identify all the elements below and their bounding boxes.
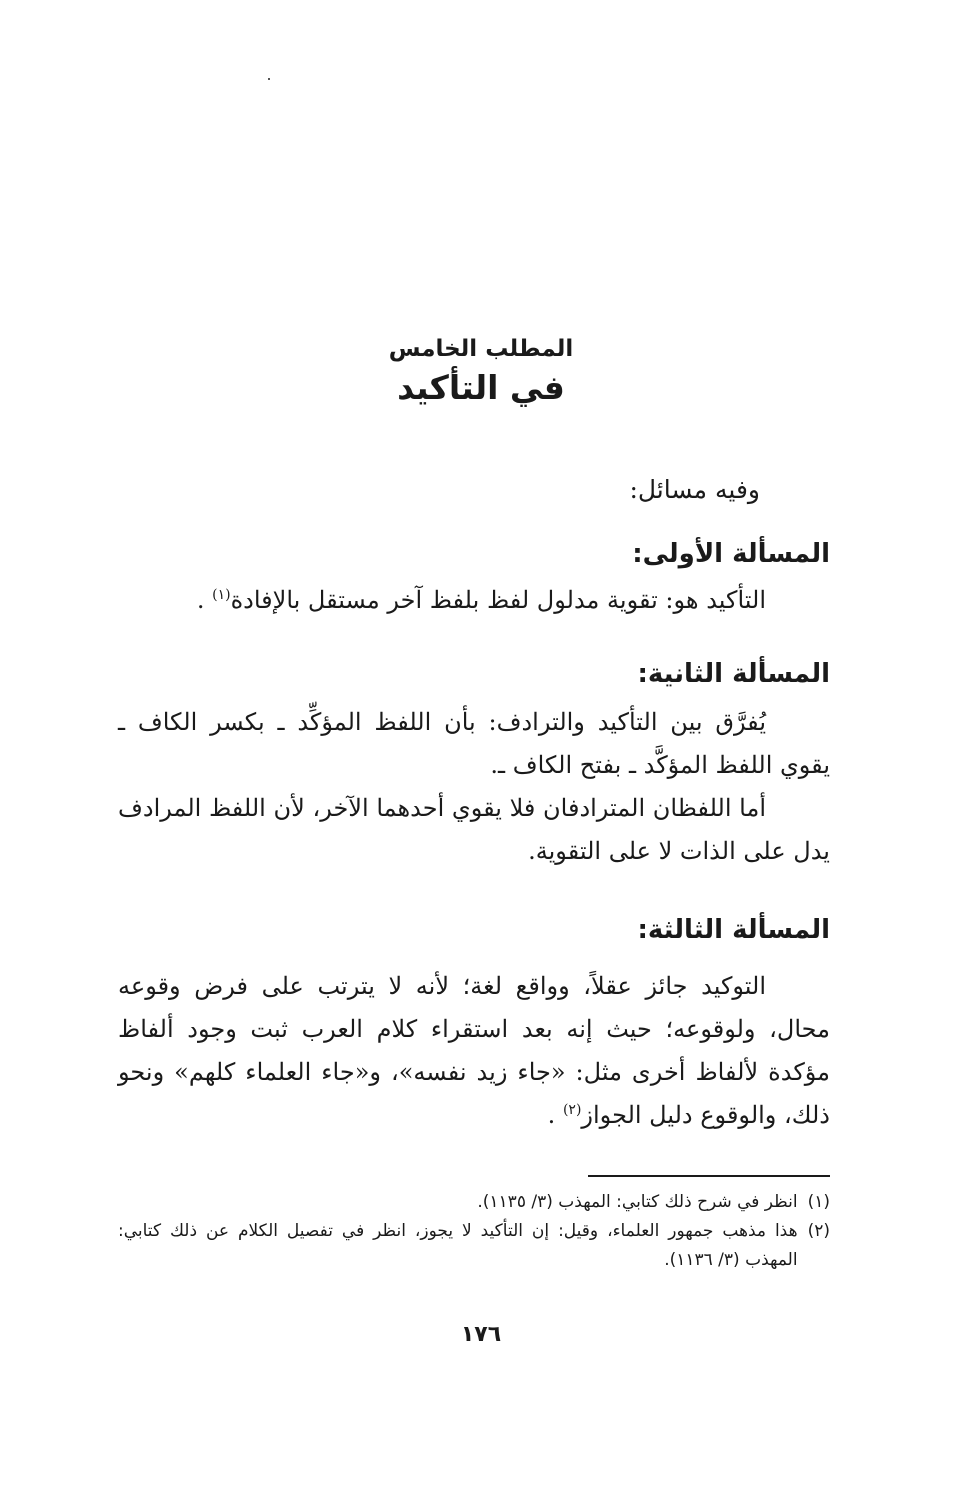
issue-heading: المسألة الثالثة: <box>637 915 830 945</box>
issue-paragraph: التوكيد جائز عقلاً، وواقع لغة؛ لأنه لا يترتب على فرض وقوعه محال، ولوقوعه؛ حيث إنه بعد استقراء كلام العرب ثبت وجود ألفاظ مؤكدة لألفاظ أخرى مثل: «جاء زيد نفسه»، و«جاء العلماء كلهم» ونحو ذلك، والوقوع دليل الجواز$^{(٢)}$ . <box>118 972 831 1129</box>
footnote-text: انظر في شرح ذلك كتابي: المهذب (٣/ ١١٣٥). <box>477 1192 798 1212</box>
section-label: المطلب الخامس <box>388 336 574 362</box>
issue-paragraph: التأكيد هو: تقوية مدلول لفظ بلفظ آخر مستقل بالإفادة$^{(١)}$ . <box>196 586 766 614</box>
footnote-ref: (١) <box>212 587 231 603</box>
section-title: في التأكيد <box>397 368 565 407</box>
footnote-separator <box>588 1175 830 1177</box>
issue-paragraph: أما اللفظان المترادفان فلا يقوي أحدهما الآخر، لأن اللفظ المرادف يدل على الذات لا على التقوية. <box>118 794 830 865</box>
issue-1 <box>118 533 830 622</box>
issue-heading: المسألة الثانية: <box>637 659 830 689</box>
footnote <box>118 1188 830 1217</box>
issue-heading: المسألة الأولى: <box>632 539 830 569</box>
footnote-ref: (٢) <box>562 1102 582 1118</box>
footnote-number: (٢) <box>807 1221 830 1241</box>
scan-speck <box>268 78 270 80</box>
issue-2 <box>118 653 830 873</box>
footnote-number: (١) <box>807 1192 830 1212</box>
footnotes <box>118 1188 830 1275</box>
footnote <box>118 1217 830 1275</box>
issue-paragraph: يُفرَّق بين التأكيد والترادف: بأن اللفظ المؤكِّد ـ بكسر الكاف ـ يقوي اللفظ المؤكَّد ـ بفتح الكاف ـ. <box>118 708 830 779</box>
page-number: ١٧٦ <box>460 1322 502 1347</box>
footnote-text: هذا مذهب جمهور العلماء، وقيل: إن التأكيد لا يجوز، انظر في تفصيل الكلام عن ذلك كتابي: المهذب (٣/ ١١٣٦). <box>118 1221 798 1270</box>
issue-3 <box>118 909 830 1137</box>
intro-text: وفيه مسائل: <box>629 475 760 504</box>
